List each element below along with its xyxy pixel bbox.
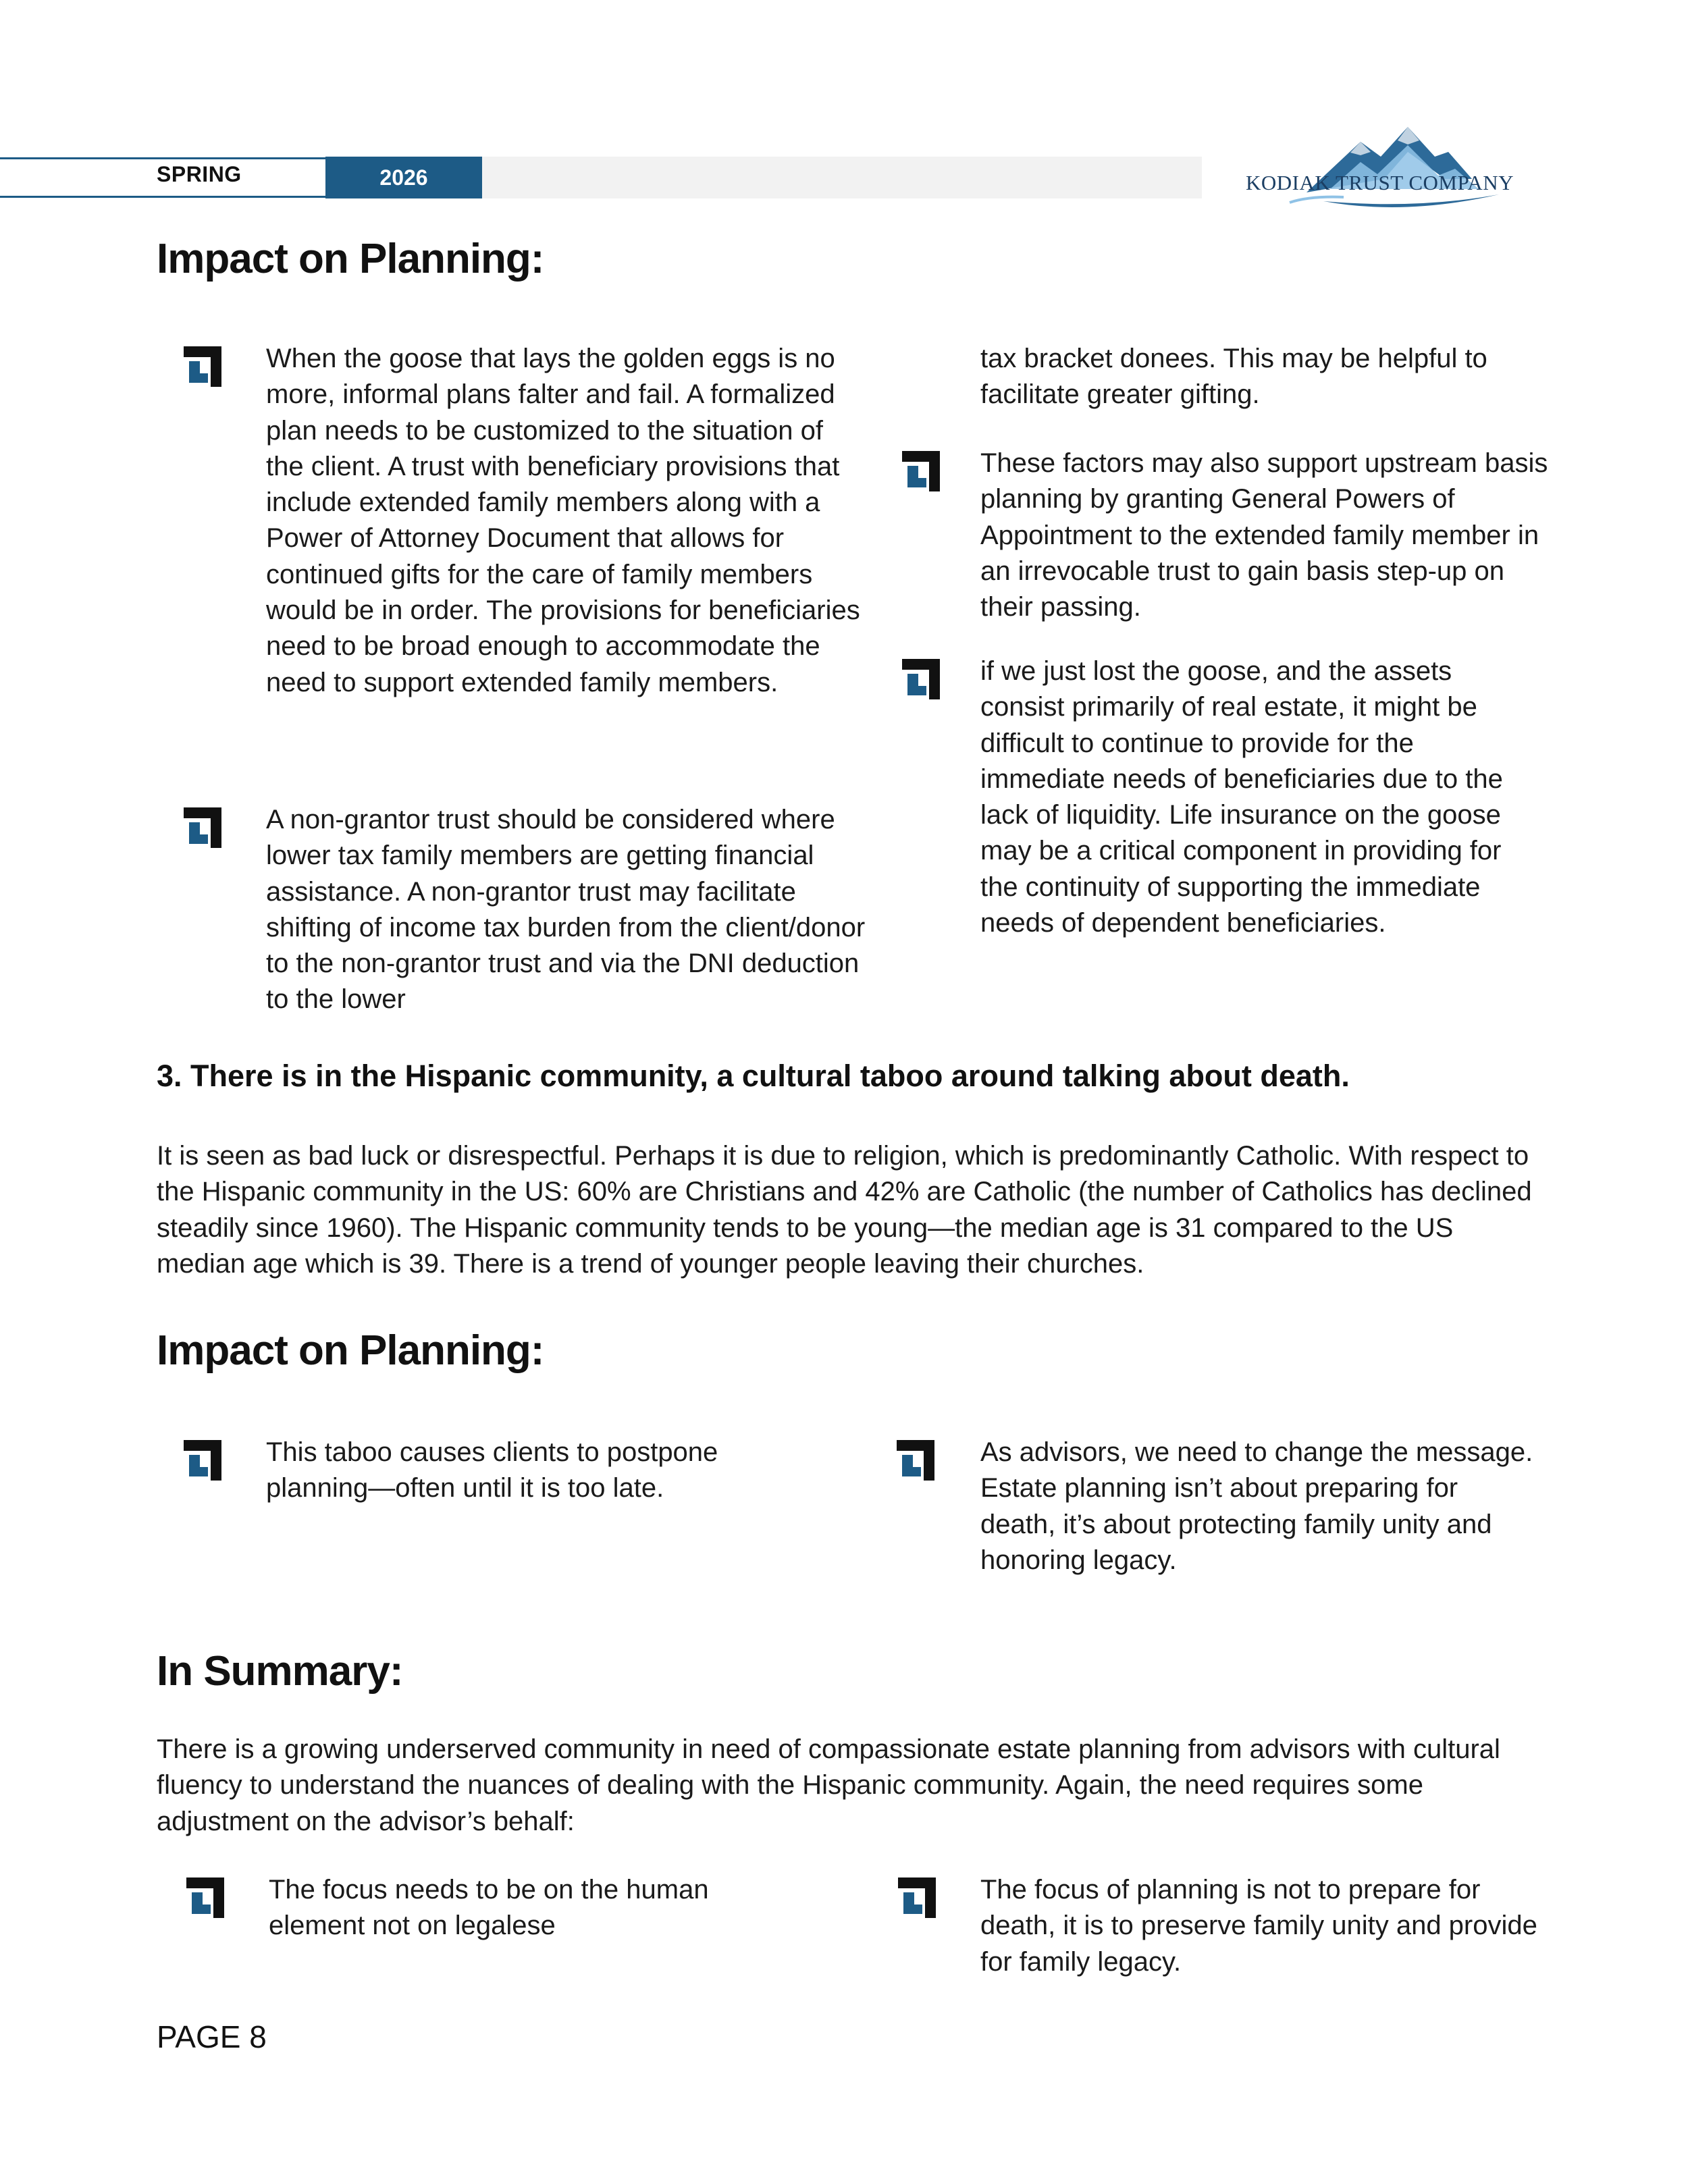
bracket-square-icon (184, 807, 221, 848)
mountain-logo-icon (1242, 115, 1539, 216)
header-year: 2026 (325, 157, 482, 198)
bracket-square-icon (898, 1877, 936, 1918)
page-number: PAGE 8 (157, 2019, 267, 2054)
header-season: SPRING (157, 162, 242, 186)
bracket-square-icon (902, 659, 940, 699)
bracket-square-icon (184, 1440, 221, 1481)
bracket-square-icon (184, 346, 221, 387)
company-name: KODIAK TRUST COMPANY (1246, 171, 1514, 194)
section-title-summary: In Summary: (157, 1648, 403, 1695)
bracket-square-icon (186, 1877, 224, 1918)
bullet-text: A non-grantor trust should be considered where lower tax family members are getting financial assistance. A non-grantor trust may facilitate shifting of income tax burden from the client/donor to the non-grantor trust and via the DNI deduction to the lower (266, 805, 866, 1015)
point-3-heading: 3. There is in the Hispanic community, a cultural taboo around talking about death. (157, 1059, 1350, 1093)
bullet-text: As advisors, we need to change the message. Estate planning isn’t about preparing for death, it’s about protecting family unity and honoring legacy. (980, 1437, 1533, 1575)
bullet-text: When the goose that lays the golden eggs is no more, informal plans falter and fail. A formalized plan needs to be customized to the situation of the client. A trust with beneficiary provisions that include extended family members along with a Power of Attorney Document that allows for continued gifts for the care of family members would be in order. The provisions for beneficiaries need to be broad enough to accommodate the need to support extended family members. (266, 344, 860, 697)
bullet-text: The focus of planning is not to prepare for death, it is to preserve family unity and provide for family legacy. (980, 1875, 1537, 1977)
bracket-square-icon (897, 1440, 934, 1481)
summary-body: There is a growing underserved community in need of compassionate estate planning from advisors with cultural fluency to understand the nuances of dealing with the Hispanic community. Again, the need requires some adjustment on the advisor’s behalf: (157, 1734, 1500, 1836)
point-3-body: It is seen as bad luck or disrespectful. Perhaps it is due to religion, which is predominantly Catholic. With respect to the Hispanic community in the US: 60% are Christians and 42% are Catholic (the number of Catholics has declined steadily since 1960). The Hispanic community tends to be young—the median age is 31 compared to the US median age which is 39. There is a trend of younger people leaving their churches. (157, 1141, 1532, 1279)
section-title-impact-1: Impact on Planning: (157, 236, 544, 282)
bullet-text: The focus needs to be on the human element not on legalese (269, 1875, 709, 1941)
bracket-square-icon (902, 451, 940, 491)
bullet-text: if we just lost the goose, and the assets consist primarily of real estate, it might be difficult to continue to provide for the immediate needs of beneficiaries due to the lack of liquidity. Life insurance on the goose may be a critical component in providing for the continuity of supporting the immediate needs of dependent beneficiaries. (980, 656, 1503, 938)
bullet-text: These factors may also support upstream basis planning by granting General Powers of Appointment to the extended family member in an irrevocable trust to gain basis step-up on their passing. (980, 448, 1548, 622)
header-band (482, 157, 1202, 198)
bullet-text-continuation: tax bracket donees. This may be helpful to facilitate greater gifting. (980, 344, 1487, 410)
bullet-text: This taboo causes clients to postpone planning—often until it is too late. (266, 1437, 718, 1503)
section-title-impact-2: Impact on Planning: (157, 1327, 544, 1374)
